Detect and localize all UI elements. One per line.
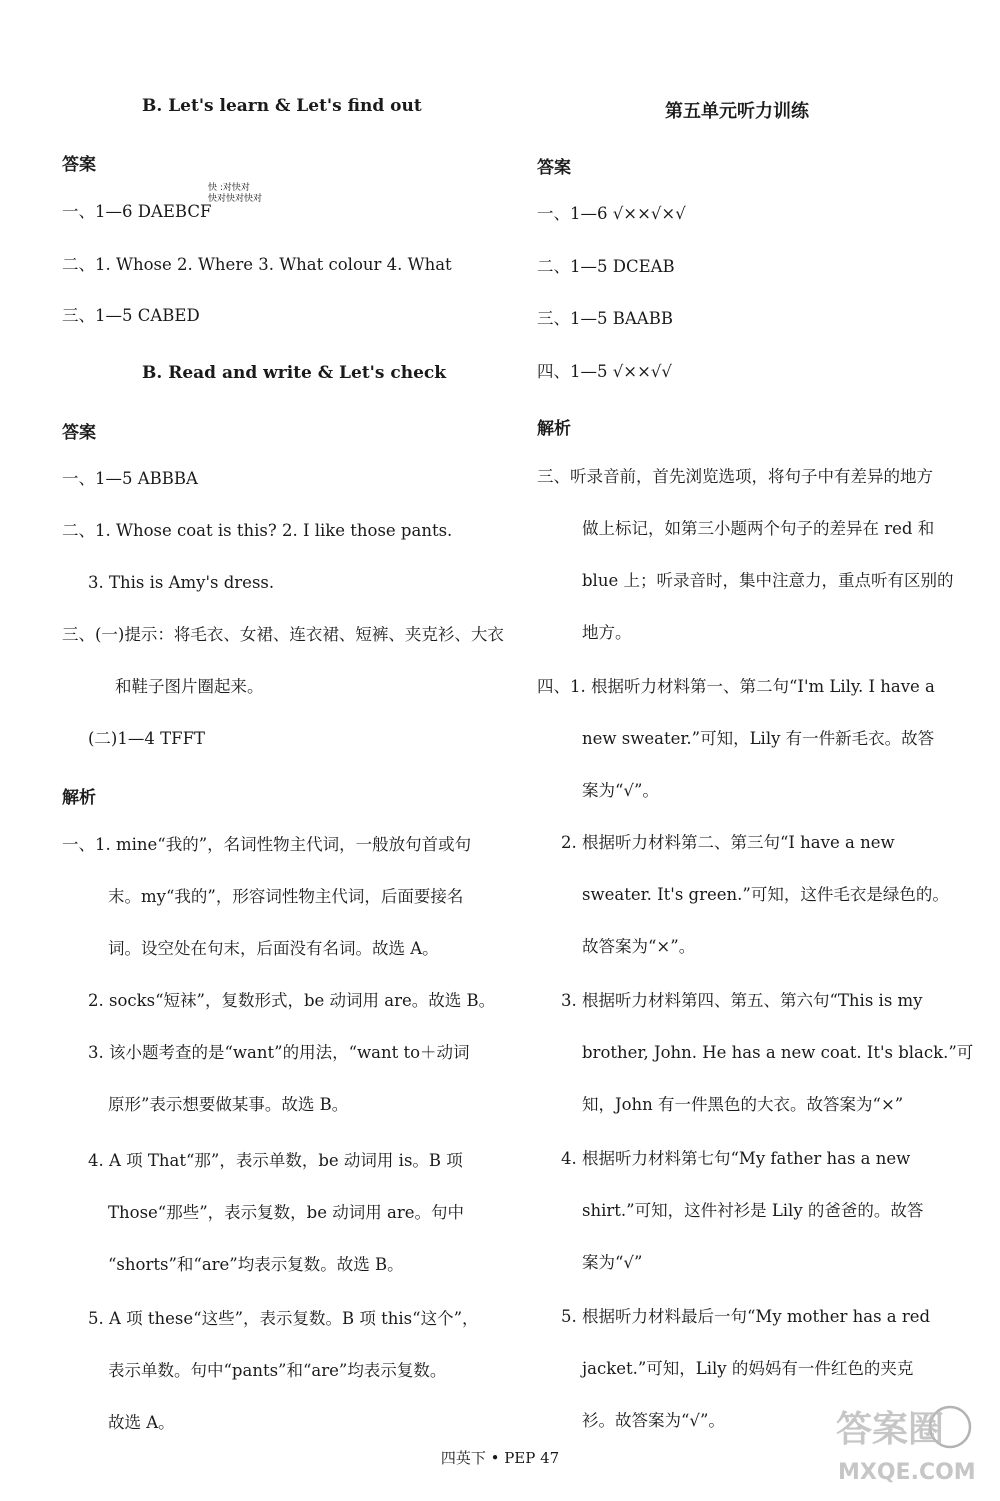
analysis-line: 故选 A。 <box>108 1413 175 1432</box>
analysis-line: 案为“√” <box>582 1253 643 1272</box>
analysis-line: jacket.”可知，Lily 的妈妈有一件红色的夹克 <box>582 1359 914 1378</box>
analysis-line: new sweater.”可知，Lily 有一件新毛衣。故答 <box>582 729 935 748</box>
page-footer: 四英下 • PEP 47 <box>440 1449 560 1467</box>
analysis-line: 原形”表示想要做某事。故选 B。 <box>108 1095 349 1114</box>
section-heading: B. Let's learn & Let's find out <box>142 96 422 116</box>
answers-label: 答案 <box>62 155 96 175</box>
answer-line: 三、1—5 CABED <box>62 306 200 325</box>
analysis-line: 5. A 项 these“这些”，表示复数。B 项 this“这个”， <box>88 1309 479 1328</box>
answer-line: 四、1—5 √××√√ <box>537 362 672 381</box>
answer-line: 和鞋子图片圈起来。 <box>115 677 264 696</box>
answers-label: 答案 <box>62 423 96 443</box>
analysis-line: blue 上；听录音时，集中注意力，重点听有区别的 <box>582 571 954 590</box>
answer-line: 三、(一)提示：将毛衣、女裙、连衣裙、短裤、夹克衫、大衣 <box>62 625 504 644</box>
analysis-line: 2. socks“短袜”，复数形式，be 动词用 are。故选 B。 <box>88 991 496 1010</box>
analysis-line: 2. 根据听力材料第二、第三句“I have a new <box>561 833 895 852</box>
answer-line: 二、1. Whose 2. Where 3. What colour 4. What <box>62 255 452 274</box>
analysis-line: 知，John 有一件黑色的大衣。故答案为“×” <box>582 1095 904 1114</box>
watermark-logo <box>828 1397 978 1487</box>
section-heading: 第五单元听力训练 <box>665 101 809 122</box>
handwritten-scribble: 快 :对快对 快对快对快对 <box>208 183 263 204</box>
analysis-line: 词。设空处在句末，后面没有名词。故选 A。 <box>108 939 439 958</box>
answer-line: 三、1—5 BAABB <box>537 309 673 328</box>
watermark-text: 答案圈 <box>836 1409 945 1450</box>
watermark-url: MXQE.COM <box>838 1460 976 1485</box>
analysis-line: 四、1. 根据听力材料第一、第二句“I'm Lily. I have a <box>537 677 935 696</box>
analysis-line: 表示单数。句中“pants”和“are”均表示复数。 <box>108 1361 447 1380</box>
analysis-line: 案为“√”。 <box>582 781 659 800</box>
analysis-label: 解析 <box>62 788 96 808</box>
answer-line: 一、1—6 DAEBCF <box>62 202 212 221</box>
analysis-line: 一、1. mine“我的”，名词性物主代词，一般放句首或句 <box>62 835 472 854</box>
analysis-line: 末。my“我的”，形容词性物主代词，后面要接名 <box>108 887 464 906</box>
analysis-line: Those“那些”，表示复数，be 动词用 are。句中 <box>108 1203 464 1222</box>
analysis-line: 3. 根据听力材料第四、第五、第六句“This is my <box>561 991 923 1010</box>
answer-line: 3. This is Amy's dress. <box>88 573 275 592</box>
answer-line: 二、1—5 DCEAB <box>537 257 675 276</box>
analysis-label: 解析 <box>537 419 571 439</box>
answer-line: 二、1. Whose coat is this? 2. I like those pants. <box>62 521 453 540</box>
answer-line: (二)1—4 TFFT <box>88 729 206 748</box>
section-heading: B. Read and write & Let's check <box>142 363 447 383</box>
answers-label: 答案 <box>537 158 571 178</box>
analysis-line: 5. 根据听力材料最后一句“My mother has a red <box>561 1307 931 1326</box>
analysis-line: 做上标记，如第三小题两个句子的差异在 red 和 <box>582 519 935 538</box>
answer-line: 一、1—6 √××√×√ <box>537 204 686 223</box>
analysis-line: 故答案为“×”。 <box>582 937 696 956</box>
analysis-line: 3. 该小题考查的是“want”的用法，“want to＋动词 <box>88 1043 470 1062</box>
analysis-line: “shorts”和“are”均表示复数。故选 B。 <box>108 1255 404 1274</box>
answer-line: 一、1—5 ABBBA <box>62 469 198 488</box>
analysis-line: 地方。 <box>582 623 632 642</box>
analysis-line: 三、听录音前，首先浏览选项，将句子中有差异的地方 <box>537 467 933 486</box>
analysis-line: 4. A 项 That“那”，表示单数，be 动词用 is。B 项 <box>88 1151 463 1170</box>
analysis-line: 衫。故答案为“√”。 <box>582 1411 725 1430</box>
analysis-line: shirt.”可知，这件衬衫是 Lily 的爸爸的。故答 <box>582 1201 924 1220</box>
analysis-line: sweater. It's green.”可知，这件毛衣是绿色的。 <box>582 885 949 904</box>
analysis-line: brother, John. He has a new coat. It's black.”可 <box>582 1043 974 1062</box>
analysis-line: 4. 根据听力材料第七句“My father has a new <box>561 1149 911 1168</box>
